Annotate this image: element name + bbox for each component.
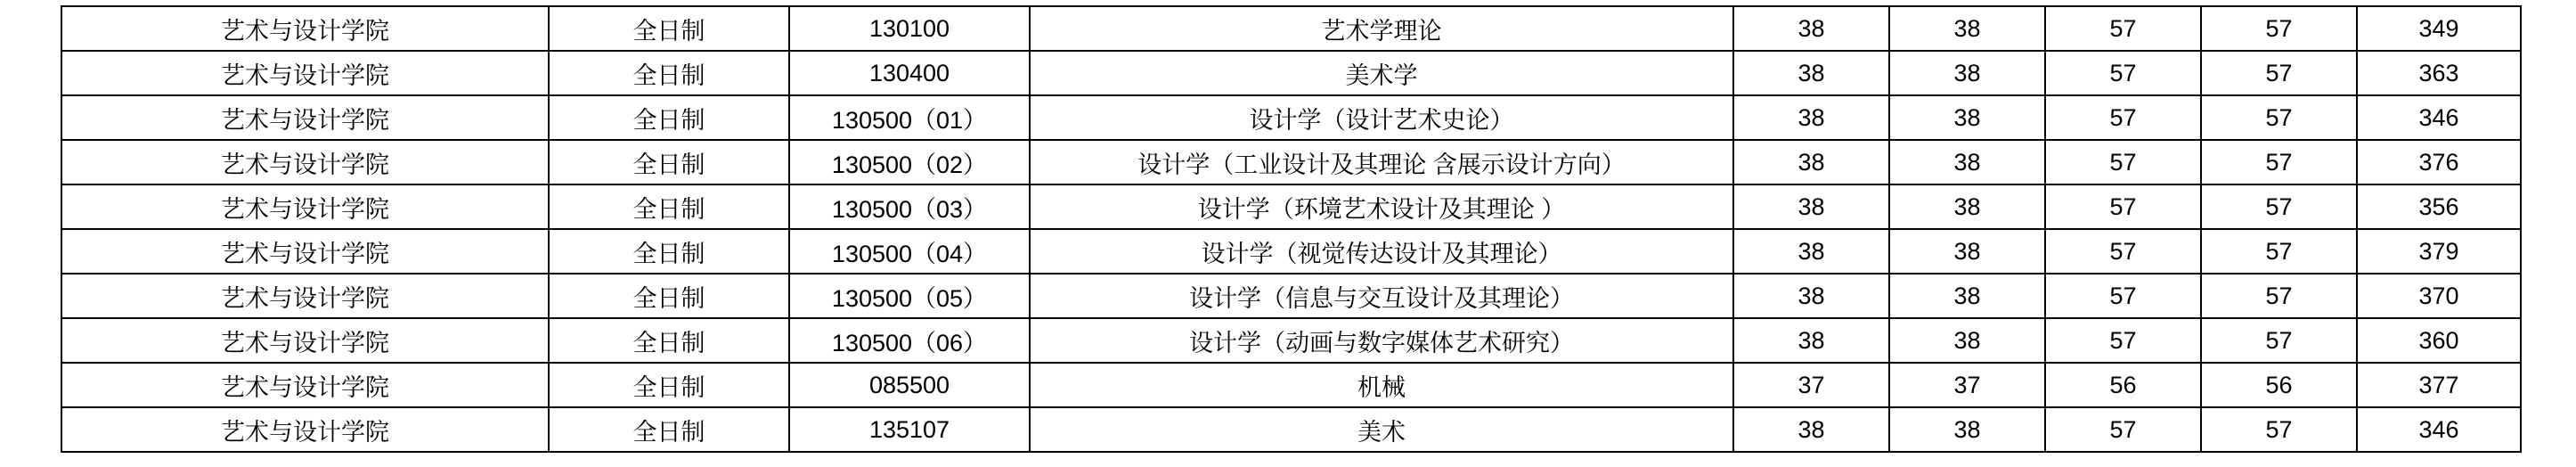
cell-score-4: 57 [2201,6,2357,51]
table-row [61,51,2521,95]
cell-score-2: 38 [1889,407,2045,452]
cell-score-4: 57 [2201,95,2357,140]
cell-college: 艺术与设计学院 [61,407,549,452]
table-row [61,274,2521,318]
cell-college: 艺术与设计学院 [61,95,549,140]
cell-score-2: 38 [1889,274,2045,318]
cell-score-1: 38 [1733,95,1889,140]
cell-college: 艺术与设计学院 [61,51,549,95]
cell-score-1: 38 [1733,318,1889,363]
cell-score-2: 37 [1889,363,2045,407]
cell-study-mode: 全日制 [549,407,789,452]
cell-score-2: 38 [1889,95,2045,140]
cell-score-4: 57 [2201,274,2357,318]
cell-score-3: 56 [2045,363,2201,407]
cell-score-4: 56 [2201,363,2357,407]
cell-major-name: 美术学 [1030,51,1733,95]
cell-major-name: 设计学（视觉传达设计及其理论） [1030,229,1733,274]
cell-study-mode: 全日制 [549,229,789,274]
cell-score-1: 38 [1733,274,1889,318]
admission-score-table [61,5,2522,453]
cell-score-3: 57 [2045,184,2201,229]
cell-score-4: 57 [2201,407,2357,452]
cell-score-3: 57 [2045,407,2201,452]
table-row [61,6,2521,51]
cell-score-1: 38 [1733,184,1889,229]
cell-score-3: 57 [2045,51,2201,95]
cell-score-3: 57 [2045,318,2201,363]
cell-score-2: 38 [1889,184,2045,229]
table-row [61,184,2521,229]
cell-score-1: 38 [1733,6,1889,51]
cell-score-4: 57 [2201,140,2357,184]
cell-score-2: 38 [1889,318,2045,363]
cell-total: 377 [2357,363,2521,407]
cell-major-name: 设计学（工业设计及其理论 含展示设计方向） [1030,140,1733,184]
cell-major-code: 130100 [789,6,1030,51]
cell-major-code: 130500（01） [789,95,1030,140]
cell-study-mode: 全日制 [549,274,789,318]
cell-college: 艺术与设计学院 [61,140,549,184]
cell-score-4: 57 [2201,184,2357,229]
cell-score-4: 57 [2201,318,2357,363]
cell-score-1: 37 [1733,363,1889,407]
cell-major-name: 设计学（环境艺术设计及其理论 ） [1030,184,1733,229]
cell-score-2: 38 [1889,6,2045,51]
cell-major-code: 085500 [789,363,1030,407]
cell-score-3: 57 [2045,229,2201,274]
cell-college: 艺术与设计学院 [61,274,549,318]
cell-total: 379 [2357,229,2521,274]
cell-major-code: 130500（06） [789,318,1030,363]
cell-college: 艺术与设计学院 [61,229,549,274]
cell-total: 363 [2357,51,2521,95]
cell-score-2: 38 [1889,140,2045,184]
cell-score-3: 57 [2045,95,2201,140]
cell-study-mode: 全日制 [549,140,789,184]
cell-score-2: 38 [1889,229,2045,274]
table-row [61,407,2521,452]
cell-score-4: 57 [2201,51,2357,95]
table-row [61,229,2521,274]
cell-major-code: 130500（02） [789,140,1030,184]
cell-total: 346 [2357,407,2521,452]
table-row [61,140,2521,184]
cell-study-mode: 全日制 [549,51,789,95]
cell-major-code: 135107 [789,407,1030,452]
table-body [61,6,2521,452]
cell-college: 艺术与设计学院 [61,6,549,51]
table-row [61,95,2521,140]
table-row [61,363,2521,407]
cell-study-mode: 全日制 [549,184,789,229]
cell-score-1: 38 [1733,140,1889,184]
cell-major-name: 设计学（设计艺术史论） [1030,95,1733,140]
cell-total: 346 [2357,95,2521,140]
cell-major-code: 130500（04） [789,229,1030,274]
cell-study-mode: 全日制 [549,363,789,407]
cell-score-2: 38 [1889,51,2045,95]
cell-college: 艺术与设计学院 [61,184,549,229]
table-row [61,318,2521,363]
cell-major-name: 美术 [1030,407,1733,452]
cell-total: 349 [2357,6,2521,51]
cell-score-1: 38 [1733,51,1889,95]
cell-total: 360 [2357,318,2521,363]
cell-study-mode: 全日制 [549,95,789,140]
cell-score-4: 57 [2201,229,2357,274]
cell-study-mode: 全日制 [549,318,789,363]
cell-major-name: 艺术学理论 [1030,6,1733,51]
cell-major-name: 设计学（动画与数字媒体艺术研究） [1030,318,1733,363]
cell-score-3: 57 [2045,140,2201,184]
cell-study-mode: 全日制 [549,6,789,51]
cell-major-code: 130500（05） [789,274,1030,318]
cell-major-code: 130500（03） [789,184,1030,229]
cell-major-name: 机械 [1030,363,1733,407]
cell-college: 艺术与设计学院 [61,363,549,407]
cell-score-3: 57 [2045,6,2201,51]
cell-college: 艺术与设计学院 [61,318,549,363]
cell-score-3: 57 [2045,274,2201,318]
cell-score-1: 38 [1733,407,1889,452]
cell-score-1: 38 [1733,229,1889,274]
cell-total: 376 [2357,140,2521,184]
cell-total: 370 [2357,274,2521,318]
cell-major-name: 设计学（信息与交互设计及其理论） [1030,274,1733,318]
cell-major-code: 130400 [789,51,1030,95]
cell-total: 356 [2357,184,2521,229]
